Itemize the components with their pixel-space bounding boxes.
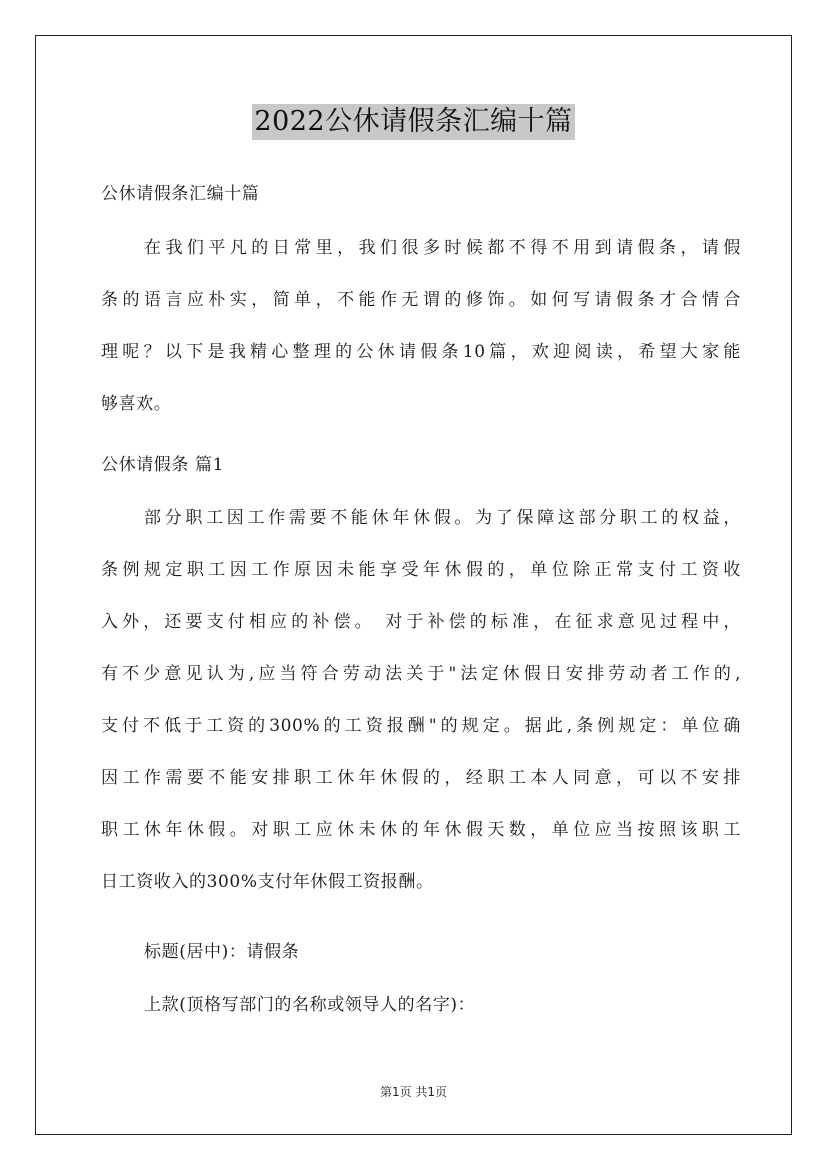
body-paragraph — [101, 502, 741, 918]
title-container — [0, 104, 827, 140]
salutation-note-text: 上款(顶格写部门的名称或领导人的名字)： — [144, 995, 476, 1015]
body-line: 职工休年休假。对职工应休未休的年休假天数，单位应当按照该职工 — [101, 820, 741, 840]
title-note-text: 标题(居中)：请假条 — [144, 942, 300, 962]
body-line: 支付不低于工资的300%的工资报酬"的规定。据此,条例规定：单位确 — [101, 716, 741, 736]
body-line: 日工资收入的300%支付年休假工资报酬。 — [101, 872, 434, 892]
document-title: 2022公休请假条汇编十篇 — [252, 104, 574, 140]
body-line: 入外，还要支付相应的补偿。 对于补偿的标准，在征求意见过程中， — [101, 612, 741, 632]
section-heading-text: 公休请假条 篇1 — [101, 455, 225, 475]
intro-paragraph — [101, 232, 741, 440]
intro-line: 够喜欢。 — [101, 394, 172, 414]
intro-line: 理呢？以下是我精心整理的公休请假条10篇，欢迎阅读，希望大家能 — [101, 342, 741, 362]
body-line: 部分职工因工作需要不能休年休假。为了保障这部分职工的权益， — [144, 508, 741, 528]
section-heading — [101, 449, 741, 481]
salutation-note — [101, 989, 741, 1021]
page-footer — [0, 1083, 827, 1100]
body-line: 有不少意见认为,应当符合劳动法关于"法定休假日安排劳动者工作的, — [101, 664, 741, 684]
intro-line: 在我们平凡的日常里，我们很多时候都不得不用到请假条，请假 — [144, 238, 741, 258]
subtitle-text: 公休请假条汇编十篇 — [101, 184, 260, 204]
intro-line: 条的语言应朴实，简单，不能作无谓的修饰。如何写请假条才合情合 — [101, 290, 741, 310]
page-number: 第1页 共1页 — [379, 1085, 448, 1099]
title-note — [101, 936, 741, 968]
body-line: 条例规定职工因工作原因未能享受年休假的，单位除正常支付工资收 — [101, 560, 741, 580]
body-line: 因工作需要不能安排职工休年休假的，经职工本人同意，可以不安排 — [101, 768, 741, 788]
document-subtitle — [101, 178, 741, 210]
